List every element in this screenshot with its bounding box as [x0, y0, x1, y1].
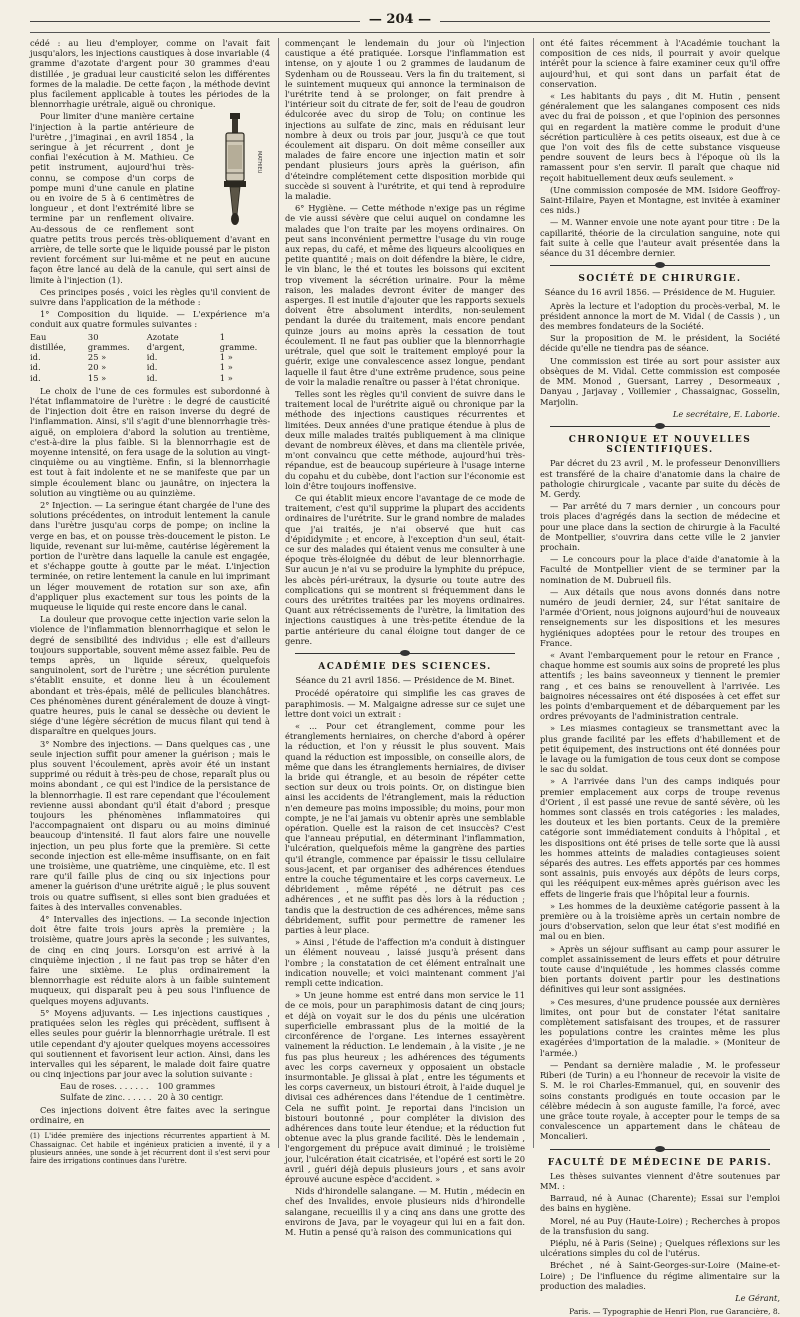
table-row: [30, 362, 270, 372]
column-1: [30, 38, 270, 1166]
gerant-line: Le Gérant,: [735, 1292, 780, 1303]
paragraph: Piéplu, né à Paris (Seine) ; Quelques réflexions sur les ulcérations simples du col de l'utérus.: [540, 1237, 780, 1259]
session-info: Séance du 21 avril 1856. — Présidence de M. Binet.: [295, 675, 515, 686]
table-cell: 100 grammes: [157, 1081, 216, 1092]
paragraph: 3° Nombre des injections. — Dans quelques cas , une seule injection suffit pour amener la guérison ; mais le plus souvent l'écoulement, après avoir été un instant supprimé ou réduit à très-peu de chose, reparaît plus ou moins abondant , ce qui est l'indice de la persistance de la blennorrhagie. Il est rare cependant que l'écoulement revienne aussi abondant qu'il était d'abord ; presque toujours les phénomènes inflammatoires qui l'accompagnaient ont disparu ou au moins diminué beaucoup d'intensité. Il faut alors faire une nouvelle injection, un peu plus forte que la première. Si cette seconde injection est elle-même insuffisante, on en fait une troisième, une quatrième, une cinquième, etc. Il est rare qu'il faille plus de cinq ou six injections pour amener la guérison d'une urétrite aiguë ; le plus souvent trois ou quatre suffisent, si elles sont bien graduées et faites à des intervalles convenables.: [30, 738, 270, 912]
table-cell: 1 »: [219, 362, 233, 373]
header-rule: [30, 32, 770, 33]
paragraph: Une commission est tirée au sort pour assister aux obsèques de M. Vidal. Cette commission est composée de MM. Monod , Guersant, Larrey , Desormeaux , Danyau , Jarjavay , Voillemier , Chassaignac, Gosselin, Marjolin.: [540, 355, 780, 407]
paragraph: commençant le lendemain du jour où l'injection caustique a été pratiquée. Lorsque l'inflammation est intense, on y ajoute 1 ou 2 grammes de laudanum de Sydenham ou de Rousseau. Vers la fin du traitement, si le suintement muqueux qui annonce la terminaison de l'urétrite tend à se prolonger, on fait prendre à l'intérieur soit du citrate de fer, soit de l'eau de goudron édulcorée avec du sirop de Tolu; on continue les injections au sulfate de zinc, mais en réduisant leur nombre à deux ou trois par jour, jusqu'à ce que tout écoulement ait disparu. On doit même conseiller aux malades de faire encore une injection matin et soir pendant plusieurs jours après la guérison, afin d'éteindre complétement cette disposition morbide qui succède si souvent à l'urétrite, et qui tend à reproduire la maladie.: [285, 38, 525, 202]
table-row: [30, 352, 270, 362]
signature: Le secrétaire, E. Laborie.: [672, 408, 780, 419]
figure-label: MATHIEU: [256, 151, 262, 174]
paragraph: Ces principes posés , voici les règles qu'il convient de suivre dans l'application de la méthode :: [30, 286, 270, 308]
table-cell: 30 grammes.: [87, 331, 130, 352]
paragraph: « Les habitants du pays , dit M. Hutin , pensent généralement que les salanganes composent ces nids avec du frai de poisson , et que l'opinion des personnes qui en regardent la matière comme le produit d'une sécrétion particulière à ces petits oiseaux, est due à ce que l'on voit des fils de cette substance visqueuse pendre souvent de leurs becs à l'époque où ils la ramassent pour s'en servir. Il paraît que chaque nid reçoit habituellement deux œufs seulement. »: [540, 91, 780, 183]
table-cell: 20 »: [87, 362, 107, 373]
paragraph: Procédé opératoire qui simplifie les cas graves de paraphimosis. — M. Malgaigne adresse sur ce sujet une lettre dont voici un extrait :: [285, 688, 525, 719]
paragraph: 2° Injection. — La seringue étant chargée de l'une des solutions précédentes, on introduit lentement la canule dans l'urètre jusqu'au corps de pompe; on incline la verge en bas, et on pousse très-doucement le piston. Le liquide, revenant sur lui-même, cautérise légèrement la portion de l'urètre dans laquelle la canule est engagée, et s'échappe goutte à goutte par le méat. L'injection terminée, on retire lentement la canule en lui imprimant un léger mouvement de rotation sur son axe, afin d'appliquer plus exactement sur tous les points de la muqueuse le liquide qui reste encore dans le canal.: [30, 499, 270, 612]
table-cell: Sulfate de zinc. . . . . .: [60, 1091, 152, 1102]
footnote: (1) L'idée première des injections récurrentes appartient à M. Chassaignac. Cet habile et ingénieux praticien a inventé, il y a plusieurs années, une sonde à jet récurrent dont il s'est servi pour faire des irrigations continues dans l'urètre.: [30, 1129, 270, 1166]
paragraph: 4° Intervalles des injections. — La seconde injection doit être faite trois jours après la première ; la troisième, quatre jours après la seconde ; les suivantes, de cinq en cinq jours. Lorsqu'on est arrivé à la cinquième injection , il ne faut pas trop se hâter d'en faire une sixième. Le plus ordinairement la blennorrhagie est réduite alors à un faible suintement muqueux, qui disparaît peu à peu sous l'influence de quelques moyens adjuvants.: [30, 914, 270, 1006]
paragraph: Après la lecture et l'adoption du procès-verbal, M. le président annonce la mort de M. Vidal ( de Cassis ) , un des membres fondateurs de la Société.: [540, 300, 780, 332]
paragraph: » A l'arrivée dans l'un des camps indiqués pour premier emplacement aux corps de troupe revenus d'Orient , il est passé une revue de santé sévère, où les hommes sont classés en trois catégories : les malades, les douteux et les bien portants. Ceux de la première catégorie sont immédiatement conduits à l'hôpital , et les dispositions ont été prises de telle sorte que là aussi les hommes atteints de maladies contagieuses soient séparés des autres. Les effets apportés par ces hommes sont assainis, puis envoyés aux dépôts de leurs corps, qui les rééquipent eux-mêmes après guérison avec les effets de lingerie frais que l'hôpital leur a fournis.: [540, 776, 780, 899]
table-cell: id.: [146, 362, 158, 373]
section-separator: [550, 423, 770, 429]
paragraph: Bréchet , né à Saint-Georges-sur-Loire (Maine-et-Loire) ; De l'influence du régime alimentaire sur la production des maladies.: [540, 1260, 780, 1291]
section-separator: [550, 262, 770, 268]
paragraph: — Aux détails que nous avons donnés dans notre numéro de jeudi dernier, 24, sur l'état sanitaire de l'armée d'Orient, nous joignons aujourd'hui de nouveaux renseignements sur les dispositions et les mesures hygiéniques adoptées pour le retour des troupes en France.: [540, 586, 780, 648]
paragraph: Pour limiter d'une manière certaine l'injection à la partie antérieure de l'urètre , j'imaginai , en avril 1854 , la seringue à jet récurrent , dont je confiai l'exécution à M. Mathieu. Ce petit instrument, aujourd'hui très-connu, se compose d'un corps de pompe muni d'une canule en platine ou en ivoire de 5 à 6 centimètres de longueur , et dont l'extrémité libre se termine par un renflement olivaire. Au-dessous de ce renflement sont quatre petits trous percés très-obliquement d'avant en arrière, de telle sorte que le liquide poussé par le piston revient forcément sur lui-même et ne peut en aucune façon être lancé au delà de la canule, qui sert ainsi de limite à l'injection (1).: [30, 111, 270, 285]
table-cell: id.: [146, 372, 158, 383]
paragraph: » Les hommes de la deuxième catégorie passent à la première ou à la troisième après un certain nombre de jours d'observation, selon que leur état s'est modifié en mal ou en bien.: [540, 900, 780, 942]
paragraph: Par décret du 23 avril , M. le professeur Denonvilliers est transféré de la chaire d'anatomie dans la chaire de pathologie chirurgicale , vacante par suite du décès de M. Gerdy.: [540, 458, 780, 499]
syringe-illustration: [200, 111, 270, 229]
table-row: [60, 1081, 229, 1091]
paragraph: » Après un séjour suffisant au camp pour assurer le complet assainissement de leurs effets et pour détruire toute cause d'inquiétude , les hommes classés comme bien portants doivent partir pour les destinations définitives qui leur sont assignées.: [540, 943, 780, 995]
paragraph: — M. Wanner envoie une note ayant pour titre : De la capillarité, théorie de la circulation sanguine, note qui fait suite à celle que l'auteur avait présentée dans la séance du 31 décembre dernier.: [540, 217, 780, 259]
paragraph: Les thèses suivantes viennent d'être soutenues par MM. :: [540, 1170, 780, 1191]
paragraph: 6° Hygiène. — Cette méthode n'exige pas un régime de vie aussi sévère que celui auquel on condamne les malades que l'on traite par les moyens ordinaires. On peut sans inconvénient permettre l'usage du vin rouge aux repas, du café, et même des liqueurs alcooliques en petite quantité ; mais on doit défendre la bière, le cidre, le vin blanc, le thé et toutes les boissons qui excitent trop vivement la sécrétion urinaire. Pour la même raison, les malades devront éviter de manger des asperges. Il est inutile d'ajouter que les rapports sexuels doivent être absolument interdits, non-seulement pendant la durée du traitement, mais encore pendant quinze jours au moins après la cessation de tout écoulement. Il ne faut pas oublier que la blennorrhagie urétrale, quel que soit le traitement employé pour la guérir, exige une convalescence assez longue, pendant laquelle il faut être d'une extrême prudence, sous peine de voir la maladie renaître ou passer à l'état chronique.: [285, 203, 525, 387]
column-separator: [278, 38, 279, 1148]
table-row: [30, 373, 270, 383]
paragraph: ont été faites récemment à l'Académie touchant la composition de ces nids, il pourrait y avoir quelque intérêt pour la science à faire examiner ceux qu'il offre aujourd'hui, et qui sont dans un parfait état de conservation.: [540, 38, 780, 89]
header-rule-right: [440, 21, 770, 22]
table-cell: 1 »: [219, 352, 233, 363]
section-heading: CHRONIQUE ET NOUVELLES SCIENTIFIQUES.: [568, 434, 752, 456]
section-separator: [295, 650, 515, 656]
table-cell: id.: [30, 362, 41, 373]
section-heading: SOCIÉTÉ DE CHIRURGIE.: [578, 274, 742, 285]
table-cell: Eau de roses. . . . . . .: [60, 1081, 149, 1092]
table-row: [60, 1092, 229, 1102]
paragraph: 5° Moyens adjuvants. — Les injections caustiques , pratiquées selon les règles qui précèdent, suffisent à elles seules pour guérir la blennorrhagie urétrale. Il est utile cependant d'y ajouter quelques moyens accessoires qui soutiennent et favorisent leur action. Ainsi, dans les intervalles qui les séparent, le malade doit faire quatre ou cinq injections par jour avec la solution suivante :: [30, 1007, 270, 1080]
page-number: — 204 —: [368, 12, 432, 27]
printer-imprint: Paris. — Typographie de Henri Plon, rue Garancière, 8.: [569, 1307, 780, 1317]
paragraph: « Avant l'embarquement pour le retour en France , chaque homme est soumis aux soins de propreté les plus attentifs ; les bains saveonneux y tiennent le premier rang , et ces bains se renouvellent à l'arrivée. Les baignoires nécessaires ont été disposées à cet effet sur les points d'embarquement et de débarquement par les ordres prévoyants de l'administration centrale.: [540, 649, 780, 722]
paragraph: — Par arrêté du 7 mars dernier , un concours pour trois places d'agrégés dans la section de médecine et pour une place dans la section de chirurgie à la Faculté de Montpellier, s'ouvrira dans cette ville le 2 janvier prochain.: [540, 501, 780, 552]
section-separator: [550, 1146, 770, 1152]
paragraph: (Une commission composée de MM. Isidore Geoffroy-Saint-Hilaire, Payen et Montagne, est invitée à examiner ces nids.): [540, 184, 780, 216]
paragraph: » Les miasmes contagieux se transmettant avec la plus grande facilité par les effets d'habillement et de petit équipement, des instructions ont été données pour le lavage ou la fumigation de tous ceux dont se compose le sac du soldat.: [540, 723, 780, 775]
paragraph: 1° Composition du liquide. — L'expérience m'a conduit aux quatre formules suivantes :: [30, 309, 270, 330]
paragraph: « ... Pour cet étranglement, comme pour les étranglements herniaires, on cherche d'abord à opérer la réduction, et l'on y réussit le plus souvent. Mais quand la réduction est impossible, on conseille alors, de même que dans les étranglements herniaires, de diviser la bride qui étrangle, et au besoin de répéter cette section sur deux ou trois points. Or, on distingue bien ainsi les accidents de l'étranglement, mais la réduction n'en demeure pas moins impossible; du moins, pour mon compte, je ne l'ai jamais vu obtenir après une semblable opération. Quelle est la raison de cet insuccès? C'est que l'anneau préputial, en déterminant l'inflammation, l'ulcération, quelquefois même la gangrène des parties qu'il étrangle, commence par épaissir le tissu cellulaire sous-jacent, et par organiser des adhérences étendues entre la couche tégumentaire et les corps caverneux. Le débridement , même répété , ne détruit pas ces adhérences , et ne suffit pas dès lors à la réduction ; tandis que la destruction de ces adhérences, même sans débridement, suffit pour permettre de ramener les parties à leur place.: [285, 721, 525, 936]
paragraph: Telles sont les règles qu'il convient de suivre dans le traitement local de l'urétrite aiguë ou chronique par la méthode des injections caustiques récurrentes et limitées. Deux années d'une pratique étendue à plus de deux mille malades traités publiquement à ma clinique devant de nombreux élèves, et dans ma clientèle privée, m'ont convaincu que cette méthode, aujourd'hui très-répandue, est de beaucoup supérieure à l'usage interne du copahu et du cubèbe, dont l'action sur l'économie est loin d'être toujours inoffensive.: [285, 388, 525, 491]
table-cell: 15 »: [87, 372, 107, 383]
paragraph: La douleur que provoque cette injection varie selon la violence de l'inflammation blennorrhagique et selon le degré de sensibilité des individus ; elle est d'ailleurs toujours supportable, souvent même assez faible. Peu de temps après, un liquide séreux, quelquefois sanguinolent, sort de l'urètre ; une sécrétion purulente s'établit ensuite, et donne lieu à un écoulement abondant et très-épais, mêlé de pellicules blanchâtres. Ces phénomènes durent généralement de douze à vingt-quatre heures, puis le canal se dessèche ou devient le siége d'une légère sécrétion de mucus filant qui tend à disparaître en quelques jours.: [30, 614, 270, 737]
prescription-table: [60, 1081, 229, 1101]
paragraph: Le choix de l'une de ces formules est subordonné à l'état inflammatoire de l'urètre : le degré de causticité de l'injection doit être en raison inverse du degré de l'inflammation. Ainsi, s'il s'agit d'une blennorrhagie très-aiguë, on emploiera d'abord la solution au trentième, c'est-à-dire la plus faible. Si la blennorrhagie est de moyenne intensité, on fera usage de la solution au vingt-cinquième ou au vingtième. Enfin, si la blennorrhagie est tout à fait indolente et ne se manifeste que par un simple écoulement blanc ou jaunâtre, on injectera la solution au vingtième ou au quinzième.: [30, 385, 270, 498]
table-cell: id.: [146, 352, 158, 363]
table-cell: id.: [30, 352, 41, 363]
paragraph: » Ces mesures, d'une prudence poussée aux dernières limites, ont pour but de constater l'état sanitaire complètement satisfaisant des troupes, et de rassurer les populations contre les craintes même les plus exagérées d'importation de la maladie. » (Moniteur de l'armée.): [540, 996, 780, 1058]
table-cell: 1 gramme.: [219, 331, 258, 352]
paragraph: Sur la proposition de M. le président, la Société décide qu'elle ne tiendra pas de séance.: [540, 333, 780, 354]
paragraph: Morel, né au Puy (Haute-Loire) ; Recherches à propos de la transfusion du sang.: [540, 1215, 780, 1236]
paragraph: Ces injections doivent être faites avec la seringue ordinaire, en: [30, 1104, 270, 1125]
paragraph: Barraud, né à Aunac (Charente); Essai sur l'emploi des bains en hygiène.: [540, 1193, 780, 1214]
paragraph: cédé : au lieu d'employer, comme on l'avait fait jusqu'alors, les injections caustiques à dose invariable (4 gramme d'azotate d'argent pour 30 grammes d'eau distillée , je graduai leur causticité selon les différentes formes de la maladie. De cette façon , la méthode devint plus facilement applicable à toutes les périodes de la blennorrhagie urétrale, aiguë ou chronique.: [30, 38, 270, 110]
column-separator: [533, 38, 534, 1148]
paragraph: — Pendant sa dernière maladie , M. le professeur Riberi (de Turin) a eu l'honneur de recevoir la visite de S. M. le roi Charles-Emmanuel, qui, en souvenir des soins constants prodigués en toute occasion par le célèbre médecin à son auguste famille, l'a forcé, avec une grâce toute royale, à accepter pour le temps de sa convalescence un appartement dans le château de Moncalieri.: [540, 1059, 780, 1142]
section-heading: FACULTÉ DE MÉDECINE DE PARIS.: [547, 1157, 773, 1168]
table-cell: Eau distillée,: [30, 331, 66, 352]
table-cell: 20 à 30 centigr.: [157, 1091, 224, 1102]
paragraph: » Ainsi , l'étude de l'affection m'a conduit à distinguer un élément nouveau , laissé jusqu'à présent dans l'ombre ; la constatation de cet élément entraînait une indication nouvelle; et voici maintenant comment j'ai rempli cette indication.: [285, 937, 525, 989]
table-cell: Azotate d'argent,: [146, 331, 185, 352]
column-3: [540, 38, 780, 1317]
section-heading: ACADÉMIE DES SCIENCES.: [318, 661, 492, 672]
paragraph: » Un jeune homme est entré dans mon service le 11 de ce mois, pour un paraphimosis datant de cinq jours; et déjà on voyait sur le dos du pénis une ulcération superficielle embrassant plus de la moitié de la circonférence de l'organe. Les internes essayèrent vainement la réduction. Le lendemain , à la visite , je ne fus pas plus heureux ; les adhérences des téguments avec les corps caverneux y opposaient un obstacle insurmontable. Je glissai à plat , entre les téguments et les corps caverneux, un bistouri étroit, à l'aide duquel je divisai ces adhérences dans l'étendue de 1 centimètre. Cela ne suffit point. Je reportai dans l'incision un bistouri boutonné , pour compléter la division des adhérences dans toute leur étendue; et la réduction fut obtenue avec la plus grande facilité. Dès le lendemain , l'engorgement du prépuce avait diminué ; le troisième jour, l'ulcération était cicatrisée, et l'opéré est sorti le 20 avril , guéri déjà depuis plusieurs jours , et sans avoir éprouvé aucune espèce d'accident. »: [285, 990, 525, 1184]
paragraph: Nids d'hirondelle salangane. — M. Hutin , médecin en chef des Invalides, envoie plusieurs nids d'hirondelle salangane, recueillis il y a cinq ans dans une grotte des environs de Java, par le voyageur qui lui en a fait don. M. Hutin a pensé qu'à raison des communications qui: [285, 1186, 525, 1237]
table-cell: 25 »: [87, 352, 107, 363]
paragraph: Ce qui établit mieux encore l'avantage de ce mode de traitement, c'est qu'il supprime la plupart des accidents ordinaires de l'urétrite. Sur le grand nombre de malades que j'ai traités, je n'ai observé que huit cas d'épididymite ; et encore, à l'exception d'un seul, était-ce sur des malades qui étaient venus me consulter à une époque très-éloignée du début de leur blennorrhagie. Sur aucun je n'ai vu se produire la lymphite du prépuce, les abcès péri-urétraux, la dysurie ou toute autre des complications qui se montrent si fréquemment dans le cours des urétrites traitées par les moyens ordinaires. Quant aux rétrécissements de l'urètre, la limitation des injections caustiques à une très-petite étendue de la partie antérieure du canal éloigne tout danger de ce genre.: [285, 492, 525, 646]
formula-table: [30, 332, 270, 383]
column-2: [285, 38, 525, 1237]
table-row: [30, 332, 270, 352]
page-header: [30, 12, 770, 34]
session-info: Séance du 16 avril 1856. — Présidence de M. Huguier.: [544, 287, 776, 298]
table-cell: 1 »: [219, 372, 233, 383]
paragraph: — Le concours pour la place d'aide d'anatomie à la Faculté de Montpellier vient de se terminer par la nomination de M. Dubrueil fils.: [540, 554, 780, 585]
table-cell: id.: [30, 372, 41, 383]
